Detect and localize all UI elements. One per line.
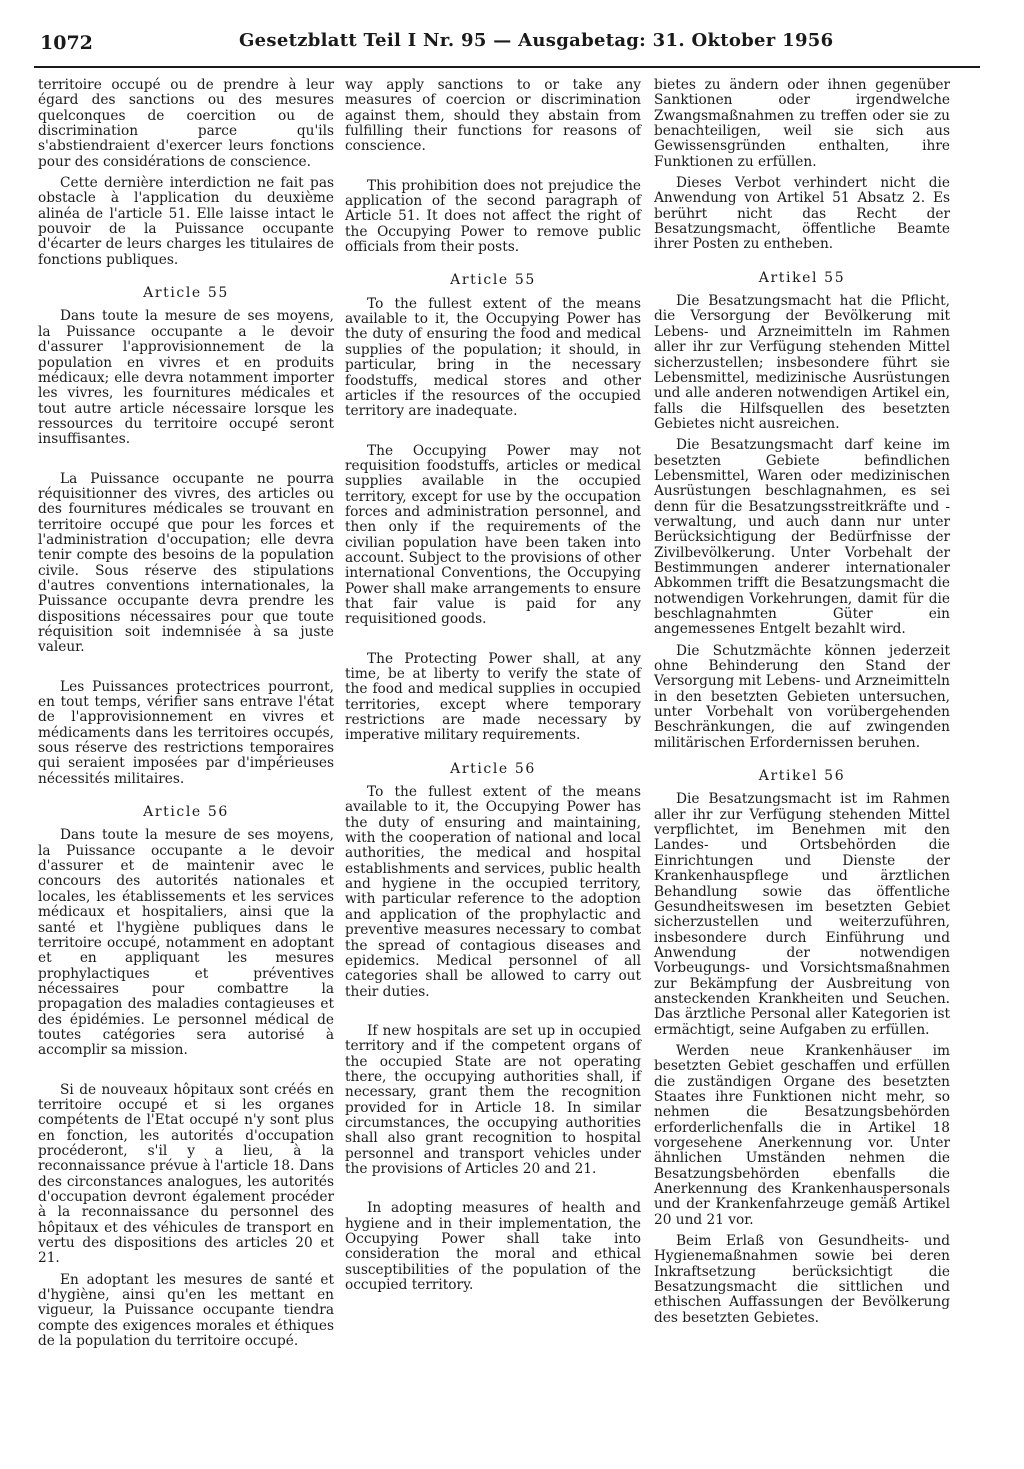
gazette-title: Gesetzblatt Teil I Nr. 95 — Ausgabetag: 31. Oktober 1956	[239, 30, 834, 51]
paragraph: The Protecting Power shall, at any time, be at liberty to verify the state of the food and medical supplies in occupied territories, except where temporary restrictions are made necessary by imperative military requirements.	[345, 650, 641, 744]
article-heading: Article 55	[143, 285, 229, 302]
paragraph: Dans toute la mesure de ses moyens, la Puissance occupante a le devoir d'assurer l'approvisionnement de la population en vivres et en produits médicaux; elle devra notamment importer les vivres, les fournitures médicales et tout autre article nécessaire lorsque les ressources du territoire occupé seront insuffisantes.	[38, 308, 334, 448]
article-heading: Artikel 55	[758, 269, 846, 286]
paragraph-continued: territoire occupé ou de prendre à leur égard des sanctions ou des mesures quelconques de coercition ou de discrimination parce qu'ils s'abstiendraient d'exercer leurs fonctions pour des considérations de conscience.	[38, 77, 334, 170]
paragraph: Cette dernière interdiction ne fait pas obstacle à l'application du deuxième alinéa de l'article 51. Elle laisse intact le pouvoir de la Puissance occupante d'écarter de leurs charges les titulaires de fonctions publiques.	[38, 175, 334, 268]
paragraph: In adopting measures of health and hygiene and in their implementation, the Occupying Power shall take into consideration the moral and ethical susceptibilities of the population of the occupied territory.	[345, 1200, 641, 1294]
article-heading: Article 56	[143, 804, 229, 821]
paragraph: Dieses Verbot verhindert nicht die Anwendung von Artikel 51 Absatz 2. Es berührt nicht das Recht der Besatzungsmacht, öffentliche Beamte ihrer Posten zu entheben.	[654, 175, 950, 253]
paragraph: To the fullest extent of the means available to it, the Occupying Power has the duty of ensuring and maintaining, with the cooperation of national and local authorities, the medical and hospital establishments and services, public health and hygiene in the occupied territory, with particular reference to the adoption and application of the prophylactic and preventive measures necessary to combat the spread of contagious diseases and epidemics. Medical personnel of all categories shall be allowed to carry out their duties.	[345, 784, 641, 1000]
paragraph-continued: way apply sanctions to or take any measures of coercion or discrimination against them, should they abstain from fulfilling their functions for reasons of conscience.	[345, 77, 641, 155]
paragraph: Si de nouveaux hôpitaux sont créés en territoire occupé et si les organes compétents de l'Etat occupé n'y sont plus en fonction, les autorités d'occupation procéderont, s'il y a lieu, à la reconnaissance prévue à l'article 18. Dans des circonstances analogues, les autorités d'occupation devront également procéder à la reconnaissance du personnel des hôpitaux et des véhicules de transport en vertu des dispositions des articles 20 et 21.	[38, 1081, 334, 1267]
paragraph: Beim Erlaß von Gesundheits- und Hygienemaßnahmen sowie bei deren Inkraftsetzung berücksichtigt die Besatzungsmacht die sittlichen und ethischen Auffassungen der Bevölkerung des besetzten Gebietes.	[654, 1233, 950, 1326]
french-column	[38, 78, 334, 1355]
paragraph-gap	[38, 662, 334, 680]
paragraph: La Puissance occupante ne pourra réquisitionner des vivres, des articles ou des fournitures médicales se trouvant en territoire occupé que pour les forces et l'administration d'occupation; elle devra tenir compte des besoins de la population civile. Sous réserve des stipulations d'autres conventions internationales, la Puissance occupante devra prendre les dispositions nécessaires pour que toute réquisition soit indemnisée à sa juste valeur.	[38, 470, 334, 656]
paragraph: Les Puissances protectrices pourront, en tout temps, vérifier sans entrave l'état de l'approvisionnement en vivres et médicaments dans les territoires occupés, sous réserve des restrictions temporaires qui seraient imposées par d'impérieuses nécessités militaires.	[38, 678, 334, 787]
page-header	[34, 22, 980, 68]
gazette-page	[34, 22, 980, 1447]
paragraph: The Occupying Power may not requisition foodstuffs, articles or medical supplies available in the occupied territory, except for use by the occupation forces and administration personnel, and then only if the requirements of the civilian population have been taken into account. Subject to the provisions of other international Conventions, the Occupying Power shall make arrangements to ensure that fair value is paid for any requisitioned goods.	[345, 442, 641, 628]
paragraph: Die Schutzmächte können jederzeit ohne Behinderung den Stand der Versorgung mit Lebens- und Arzneimitteln in den besetzten Gebieten untersuchen, unter Vorbehalt von vorübergehenden Beschränkungen, die auf zwingenden militärischen Erfordernissen beruhen.	[654, 642, 950, 751]
paragraph-gap	[345, 1006, 641, 1024]
paragraph-gap	[345, 426, 641, 444]
article-heading: Article 56	[450, 760, 536, 777]
paragraph-gap	[38, 454, 334, 472]
page-number: 1072	[40, 32, 93, 54]
paragraph: Die Besatzungsmacht darf keine im besetzten Gebiete befindlichen Lebensmittel, Waren oder medizinischen Ausrüstungen beschlagnahmen, es sei denn für die Besatzungsstreitkräfte und -verwaltung, und auch dann nur unter Berücksichtigung der Bedürfnisse der Zivilbevölkerung. Unter Vorbehalt der Bestimmungen anderer internationaler Abkommen trifft die Besatzungsmacht die notwendigen Vorkehrungen, damit für die beschlagnahmten Güter ein angemessenes Entgelt bezahlt wird.	[654, 437, 950, 638]
paragraph: To the fullest extent of the means available to it, the Occupying Power has the duty of ensuring the food and medical supplies of the population; it should, in particular, bring in the necessary foodstuffs, medical stores and other articles if the resources of the occupied territory are inadequate.	[345, 295, 641, 420]
article-heading: Artikel 56	[758, 768, 846, 785]
paragraph: Dans toute la mesure de ses moyens, la Puissance occupante a le devoir d'assurer et de maintenir avec le concours des autorités nationales et locales, les établissements et les services médicaux et hospitaliers, ainsi que la santé et l'hygiène publiques dans le territoire occupé, notamment en adoptant et en appliquant les mesures prophylactiques et préventives nécessaires pour combattre la propagation des maladies contagieuses et des épidémies. Le personnel médical de toutes catégories sera autorisé à accomplir sa mission.	[38, 827, 334, 1059]
paragraph-gap	[38, 1065, 334, 1083]
paragraph-gap	[345, 634, 641, 652]
paragraph: Die Besatzungsmacht ist im Rahmen aller ihr zur Verfügung stehenden Mittel verpflichtet, im Benehmen mit den Landes- und Ortsbehörden die Einrichtungen und Dienste der Krankenhauspflege und ärztlichen Behandlung sowie das öffentliche Gesundheitswesen im besetzten Gebiet sicherzustellen und weiterzuführen, insbesondere durch Einführung und Anwendung der notwendigen Vorbeugungs- und Vorsichtsmaßnahmen zur Bekämpfung der Ausbreitung von ansteckenden Krankheiten und Seuchen. Das ärztliche Personal aller Kategorien ist ermächtigt, seine Aufgaben zu erfüllen.	[654, 791, 950, 1038]
paragraph: This prohibition does not prejudice the application of the second paragraph of Article 51. It does not affect the right of the Occupying Power to remove public officials from their posts.	[345, 177, 641, 256]
english-column	[345, 78, 641, 1299]
text-columns	[34, 78, 980, 1444]
paragraph: Werden neue Krankenhäuser im besetzten Gebiet geschaffen und erfüllen die zuständigen Organe des besetzten Staates ihre Funktionen nicht mehr, so nehmen die Besatzungsbehörden erforderlichenfalls die in Artikel 18 vorgesehene Anerkennung vor. Unter ähnlichen Umständen nehmen die Besatzungsbehörden ebenfalls die Anerkennung des Krankenhauspersonals und der Krankenfahrzeuge gemäß Artikel 20 und 21 vor.	[654, 1042, 950, 1228]
german-column	[654, 78, 950, 1332]
paragraph-continued: bietes zu ändern oder ihnen gegenüber Sanktionen oder irgendwelche Zwangsmaßnahmen zu treffen oder sie zu benachteiligen, weil sie sich aus Gewissensgründen enthalten, ihre Funktionen zu erfüllen.	[654, 77, 950, 170]
paragraph: Die Besatzungsmacht hat die Pflicht, die Versorgung der Bevölkerung mit Lebens- und Arzneimitteln im Rahmen aller ihr zur Verfügung stehenden Mittel sicherzustellen; insbesondere führt sie Lebensmittel, medizinische Ausrüstungen und alle anderen notwendigen Artikel ein, falls die Hilfsquellen des besetzten Gebietes nicht ausreichen.	[654, 293, 950, 432]
paragraph: En adoptant les mesures de santé et d'hygiène, ainsi qu'en les mettant en vigueur, la Puissance occupante tiendra compte des exigences morales et éthiques de la population du territoire occupé.	[38, 1271, 334, 1350]
paragraph: If new hospitals are set up in occupied territory and if the competent organs of the occupied State are not operating there, the occupying authorities shall, if necessary, grant them the recognition provided for in Article 18. In similar circumstances, the occupying authorities shall also grant recognition to hospital personnel and transport vehicles under the provisions of Articles 20 and 21.	[345, 1022, 641, 1177]
paragraph-gap	[345, 1183, 641, 1201]
article-heading: Article 55	[450, 272, 536, 289]
paragraph-gap	[345, 161, 641, 179]
